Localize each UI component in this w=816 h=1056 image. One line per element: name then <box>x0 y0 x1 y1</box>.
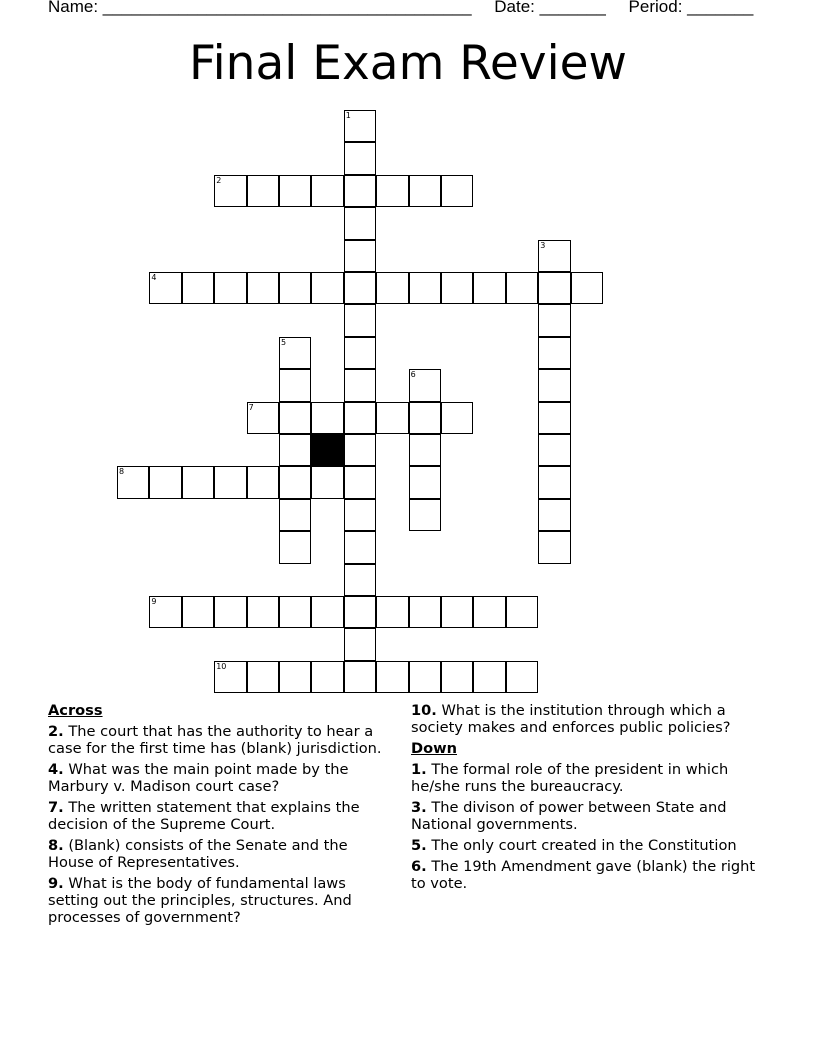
crossword-cell[interactable] <box>279 466 311 498</box>
crossword-cell[interactable] <box>409 661 441 693</box>
crossword-cell[interactable] <box>279 596 311 628</box>
crossword-cell[interactable] <box>214 272 246 304</box>
crossword-cell[interactable] <box>506 661 538 693</box>
across-heading: Across <box>48 702 103 719</box>
crossword-cell[interactable] <box>182 466 214 498</box>
across-clue-10: 10. What is the institution through which a society makes and enforces public policies? <box>411 702 731 736</box>
crossword-cell[interactable] <box>149 272 181 304</box>
down-heading: Down <box>411 740 458 757</box>
crossword-cell[interactable] <box>279 531 311 563</box>
crossword-cell[interactable] <box>473 272 505 304</box>
crossword-cell[interactable] <box>247 175 279 207</box>
crossword-cell[interactable] <box>279 337 311 369</box>
crossword-cell[interactable] <box>538 369 570 401</box>
crossword-cell[interactable] <box>538 434 570 466</box>
crossword-cell[interactable] <box>441 596 473 628</box>
crossword-cell[interactable] <box>344 402 376 434</box>
crossword-cell[interactable] <box>149 466 181 498</box>
crossword-cell[interactable] <box>409 466 441 498</box>
down-clue-3: 3. The divison of power between State and National governments. <box>411 799 727 833</box>
crossword-cell[interactable] <box>311 175 343 207</box>
crossword-cell[interactable] <box>441 661 473 693</box>
crossword-cell[interactable] <box>247 661 279 693</box>
crossword-cell[interactable] <box>506 596 538 628</box>
crossword-cell[interactable] <box>376 272 408 304</box>
crossword-cell[interactable] <box>311 661 343 693</box>
crossword-cell[interactable] <box>279 272 311 304</box>
crossword-black-cell <box>311 434 343 466</box>
crossword-cell[interactable] <box>376 596 408 628</box>
across-clue-2: 2. The court that has the authority to hear a case for the first time has (blank) jurisdiction. <box>48 723 382 757</box>
crossword-cell[interactable] <box>247 466 279 498</box>
crossword-cell[interactable] <box>344 369 376 401</box>
crossword-cell[interactable] <box>247 596 279 628</box>
crossword-cell[interactable] <box>344 596 376 628</box>
crossword-cell[interactable] <box>376 175 408 207</box>
crossword-cell[interactable] <box>344 628 376 660</box>
down-clue-5: 5. The only court created in the Constitution <box>411 837 737 854</box>
crossword-cell[interactable] <box>441 402 473 434</box>
clue-number: 6 <box>410 370 416 380</box>
clue-number: 5 <box>281 337 287 347</box>
crossword-cell[interactable] <box>344 434 376 466</box>
crossword-cell[interactable] <box>538 304 570 336</box>
crossword-cell[interactable] <box>311 596 343 628</box>
crossword-cell[interactable] <box>149 596 181 628</box>
clue-number: 7 <box>248 402 254 412</box>
crossword-cell[interactable] <box>409 402 441 434</box>
clues-column-right <box>411 702 761 896</box>
clues-column-left <box>48 702 393 930</box>
crossword-cell[interactable] <box>473 661 505 693</box>
clue-number: 2 <box>216 175 222 185</box>
crossword-cell[interactable] <box>441 272 473 304</box>
crossword-cell[interactable] <box>344 175 376 207</box>
crossword-cell[interactable] <box>279 661 311 693</box>
crossword-cell[interactable] <box>214 661 246 693</box>
page-title: Final Exam Review <box>189 36 627 91</box>
crossword-cell[interactable] <box>214 596 246 628</box>
crossword-cell[interactable] <box>506 272 538 304</box>
across-clue-4: 4. What was the main point made by the Marbury v. Madison court case? <box>48 761 349 795</box>
crossword-cell[interactable] <box>279 369 311 401</box>
crossword-cell[interactable] <box>409 369 441 401</box>
down-clue-6: 6. The 19th Amendment gave (blank) the right to vote. <box>411 858 756 892</box>
crossword-cell[interactable] <box>311 272 343 304</box>
crossword-cell[interactable] <box>279 499 311 531</box>
crossword-cell[interactable] <box>344 499 376 531</box>
crossword-cell[interactable] <box>279 402 311 434</box>
crossword-cell[interactable] <box>311 402 343 434</box>
crossword-cell[interactable] <box>182 272 214 304</box>
crossword-cell[interactable] <box>117 466 149 498</box>
crossword-cell[interactable] <box>344 531 376 563</box>
period-field[interactable]: Period: _______ <box>628 0 754 16</box>
crossword-cell[interactable] <box>247 272 279 304</box>
crossword-cell[interactable] <box>344 661 376 693</box>
crossword-cell[interactable] <box>538 402 570 434</box>
crossword-cell[interactable] <box>538 466 570 498</box>
crossword-cell[interactable] <box>376 402 408 434</box>
clue-number: 1 <box>345 111 351 120</box>
name-field[interactable]: Name: _______________________________________ <box>48 0 472 16</box>
crossword-cell[interactable] <box>538 531 570 563</box>
clue-number: 10 <box>216 661 227 671</box>
crossword-cell[interactable] <box>409 175 441 207</box>
crossword-cell[interactable] <box>344 110 376 142</box>
clue-number: 4 <box>151 273 157 282</box>
crossword-cell[interactable] <box>344 466 376 498</box>
crossword-cell[interactable] <box>279 434 311 466</box>
crossword-cell[interactable] <box>311 466 343 498</box>
crossword-cell[interactable] <box>344 207 376 239</box>
crossword-cell[interactable] <box>279 175 311 207</box>
crossword-cell[interactable] <box>247 402 279 434</box>
across-clue-9: 9. What is the body of fundamental laws setting out the principles, structures. And processes of government? <box>48 875 352 926</box>
crossword-cell[interactable] <box>376 661 408 693</box>
crossword-cell[interactable] <box>441 175 473 207</box>
across-clue-8: 8. (Blank) consists of the Senate and the House of Representatives. <box>48 837 348 871</box>
clue-number: 8 <box>119 467 125 477</box>
crossword-cell[interactable] <box>409 272 441 304</box>
date-field[interactable]: Date: _______ <box>494 0 606 16</box>
crossword-cell[interactable] <box>409 499 441 531</box>
crossword-cell[interactable] <box>571 272 603 304</box>
crossword-cell[interactable] <box>344 564 376 596</box>
crossword-cell[interactable] <box>538 337 570 369</box>
down-clue-1: 1. The formal role of the president in which he/she runs the bureaucracy. <box>411 761 729 795</box>
crossword-cell[interactable] <box>538 499 570 531</box>
crossword-cell[interactable] <box>538 272 570 304</box>
crossword-cell[interactable] <box>344 337 376 369</box>
clue-number: 9 <box>151 597 157 606</box>
crossword-cell[interactable] <box>473 596 505 628</box>
crossword-cell[interactable] <box>409 434 441 466</box>
crossword-cell[interactable] <box>344 240 376 272</box>
crossword-cell[interactable] <box>538 240 570 272</box>
crossword-cell[interactable] <box>344 142 376 174</box>
crossword-cell[interactable] <box>344 304 376 336</box>
across-clue-7: 7. The written statement that explains the decision of the Supreme Court. <box>48 799 360 833</box>
crossword-cell[interactable] <box>344 272 376 304</box>
clue-number: 3 <box>540 240 546 250</box>
crossword-cell[interactable] <box>214 175 246 207</box>
crossword-cell[interactable] <box>214 466 246 498</box>
crossword-cell[interactable] <box>182 596 214 628</box>
crossword-cell[interactable] <box>409 596 441 628</box>
